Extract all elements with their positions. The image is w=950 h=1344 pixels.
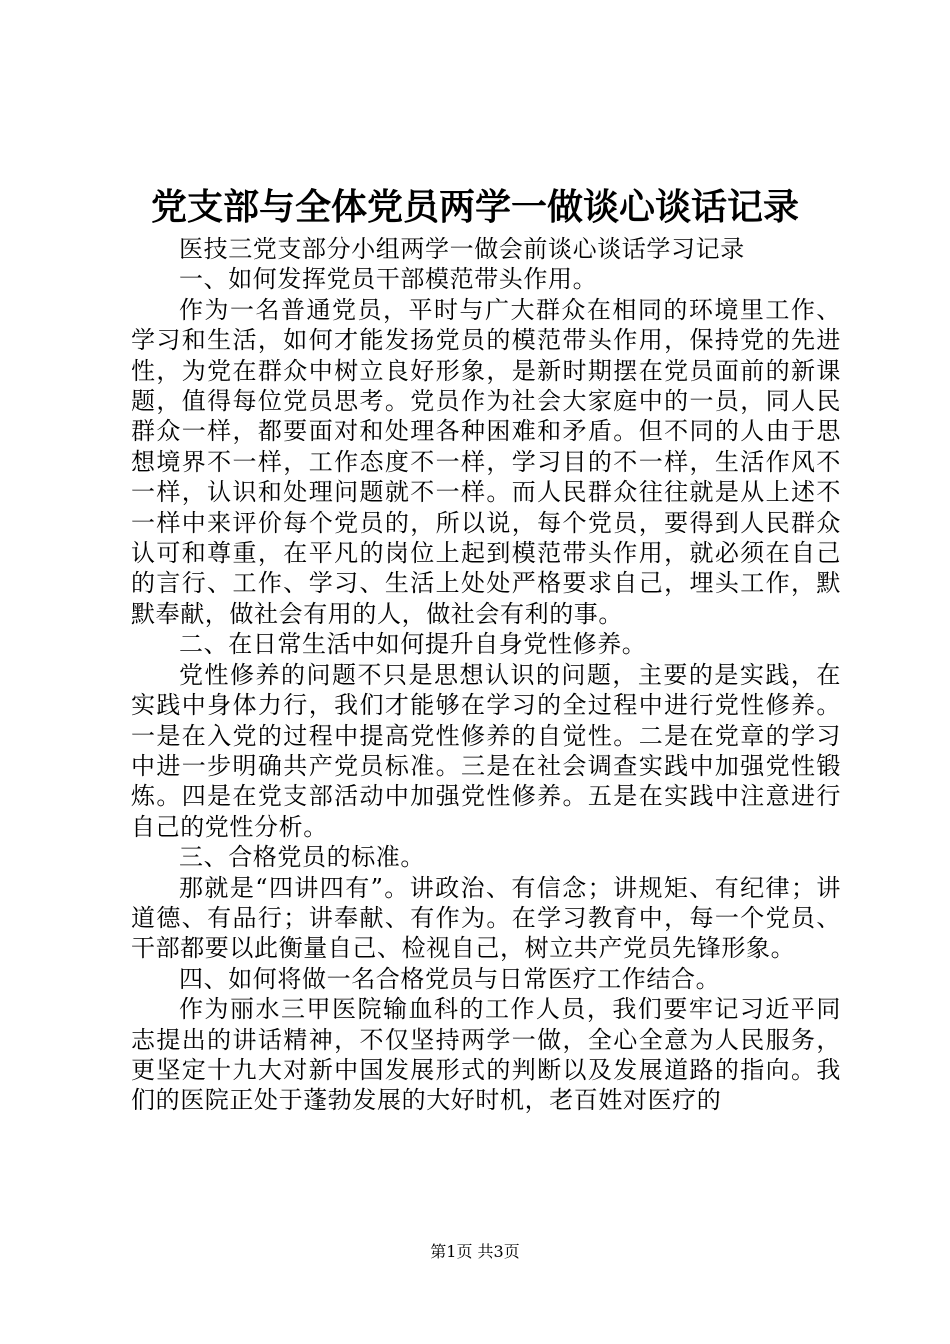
section-heading-3: 三、合格党员的标准。 bbox=[179, 843, 425, 872]
paragraph: 党性修养的问题不只是思想认识的问题，主要的是实践，在实践中身体力行，我们才能够在学习的全过程中进行党性修养。一是在入党的过程中提高党性修养的自觉性。二是在党章的学习中进一步明确共产党员标准。三是在社会调查实践中加强党性锻炼。四是在党支部活动中加强党性修养。五是在实践中注意进行自己的党性分析。 bbox=[131, 660, 841, 841]
section-heading-4: 四、如何将做一名合格党员与日常医疗工作结合。 bbox=[179, 964, 721, 993]
paragraph: 作为一名普通党员，平时与广大群众在相同的环境里工作、学习和生活，如何才能发扬党员的模范带头作用，保持党的先进性，为党在群众中树立良好形象，是新时期摆在党员面前的新课题，值得每位党员思考。党员作为社会大家庭中的一员，同人民群众一样，都要面对和处理各种困难和矛盾。但不同的人由于思想境界不一样，工作态度不一样，学习目的不一样，生活作风不一样，认识和处理问题就不一样。而人民群众往往就是从上述不一样中来评价每个党员的，所以说，每个党员，要得到人民群众认可和尊重，在平凡的岗位上起到模范带头作用，就必须在自己的言行、工作、学习、生活上处处严格要求自己，埋头工作，默默奉献，做社会有用的人，做社会有利的事。 bbox=[131, 295, 841, 628]
paragraph: 那就是“四讲四有”。讲政治、有信念；讲规矩、有纪律；讲道德、有品行；讲奉献、有作为。在学习教育中，每一个党员、干部都要以此衡量自己、检视自己，树立共产党员先锋形象。 bbox=[131, 873, 841, 963]
section-heading-2: 二、在日常生活中如何提升自身党性修养。 bbox=[179, 630, 647, 659]
paragraph: 作为丽水三甲医院输血科的工作人员，我们要牢记习近平同志提出的讲话精神，不仅坚持两学一做，全心全意为人民服务，更坚定十九大对新中国发展形式的判断以及发展道路的指向。我们的医院正处于蓬勃发展的大好时机，老百姓对医疗的 bbox=[131, 995, 841, 1115]
section-heading-1: 一、如何发挥党员干部模范带头作用。 bbox=[179, 265, 598, 294]
document-body bbox=[131, 234, 841, 1116]
document-title: 党支部与全体党员两学一做谈心谈话记录 bbox=[150, 187, 799, 228]
page-number-footer: 第1页 共3页 bbox=[430, 1242, 520, 1261]
paragraph-subtitle: 医技三党支部分小组两学一做会前谈心谈话学习记录 bbox=[179, 235, 745, 263]
